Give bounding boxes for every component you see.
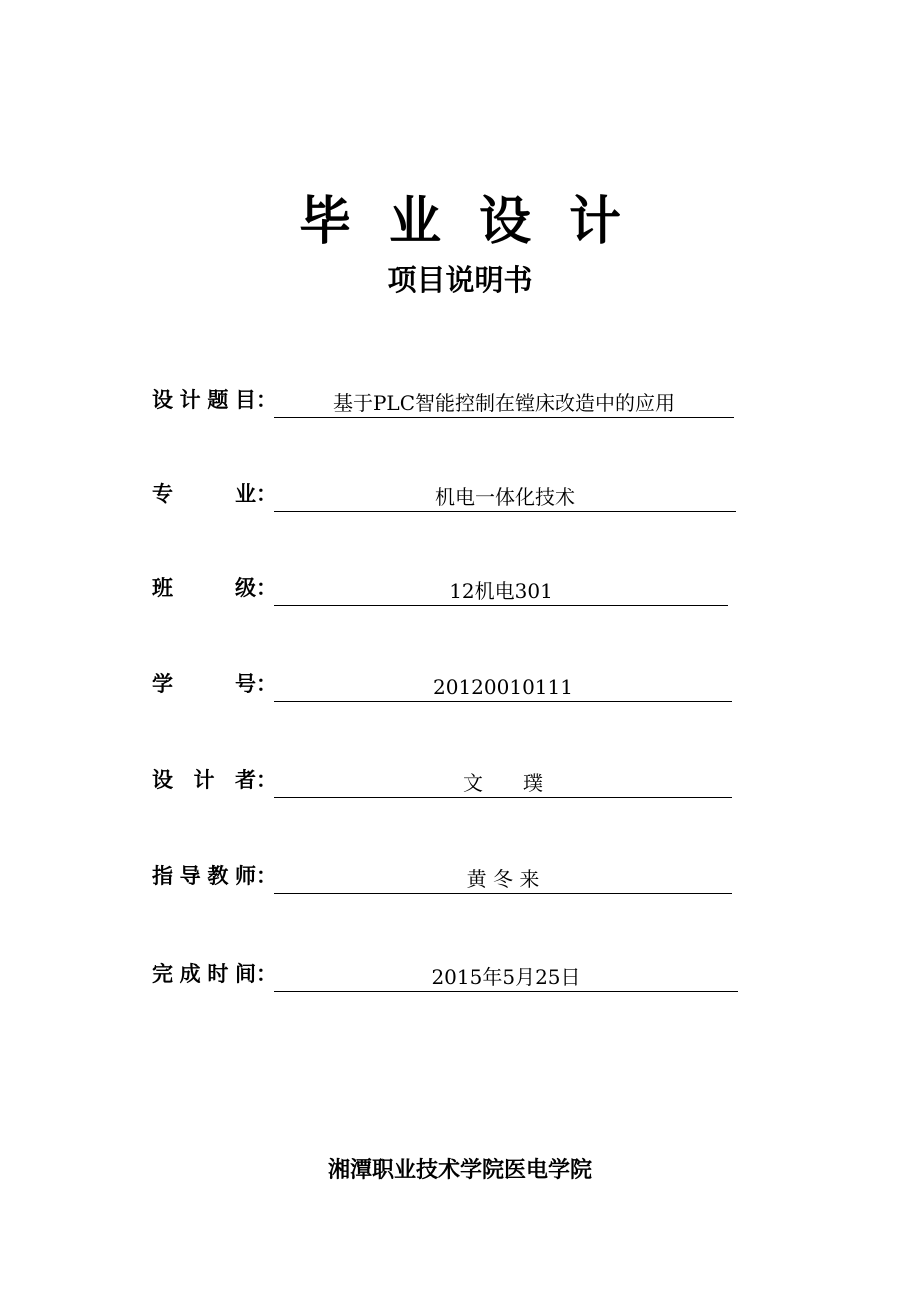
institution-name: 湘潭职业技术学院医电学院 — [327, 1158, 592, 1183]
field-label: 设计者： — [152, 768, 277, 792]
field-designer — [152, 762, 734, 798]
field-class — [152, 570, 730, 606]
field-label: 班级： — [152, 576, 277, 600]
field-label: 完成时间： — [152, 962, 277, 986]
field-value: 2015年5月25日 — [274, 963, 738, 992]
field-value: 基于PLC智能控制在镗床改造中的应用 — [274, 389, 734, 418]
field-topic — [152, 382, 736, 418]
page-title: 毕业设计 — [298, 192, 659, 252]
field-label: 学号： — [152, 672, 277, 696]
field-label: 指导教师： — [152, 864, 277, 888]
field-value: 机电一体化技术 — [274, 483, 736, 512]
field-label: 设计题目： — [152, 388, 277, 412]
field-completion-date — [152, 956, 740, 992]
field-major — [152, 476, 738, 512]
field-value: 文 璞 — [274, 769, 732, 798]
field-advisor — [152, 858, 734, 894]
field-value: 12机电301 — [274, 577, 728, 606]
field-value: 黄 冬 来 — [274, 865, 732, 894]
field-value: 20120010111 — [274, 673, 732, 702]
page-subtitle: 项目说明书 — [387, 263, 533, 297]
field-label: 专业： — [152, 482, 277, 506]
field-student-id — [152, 666, 734, 702]
